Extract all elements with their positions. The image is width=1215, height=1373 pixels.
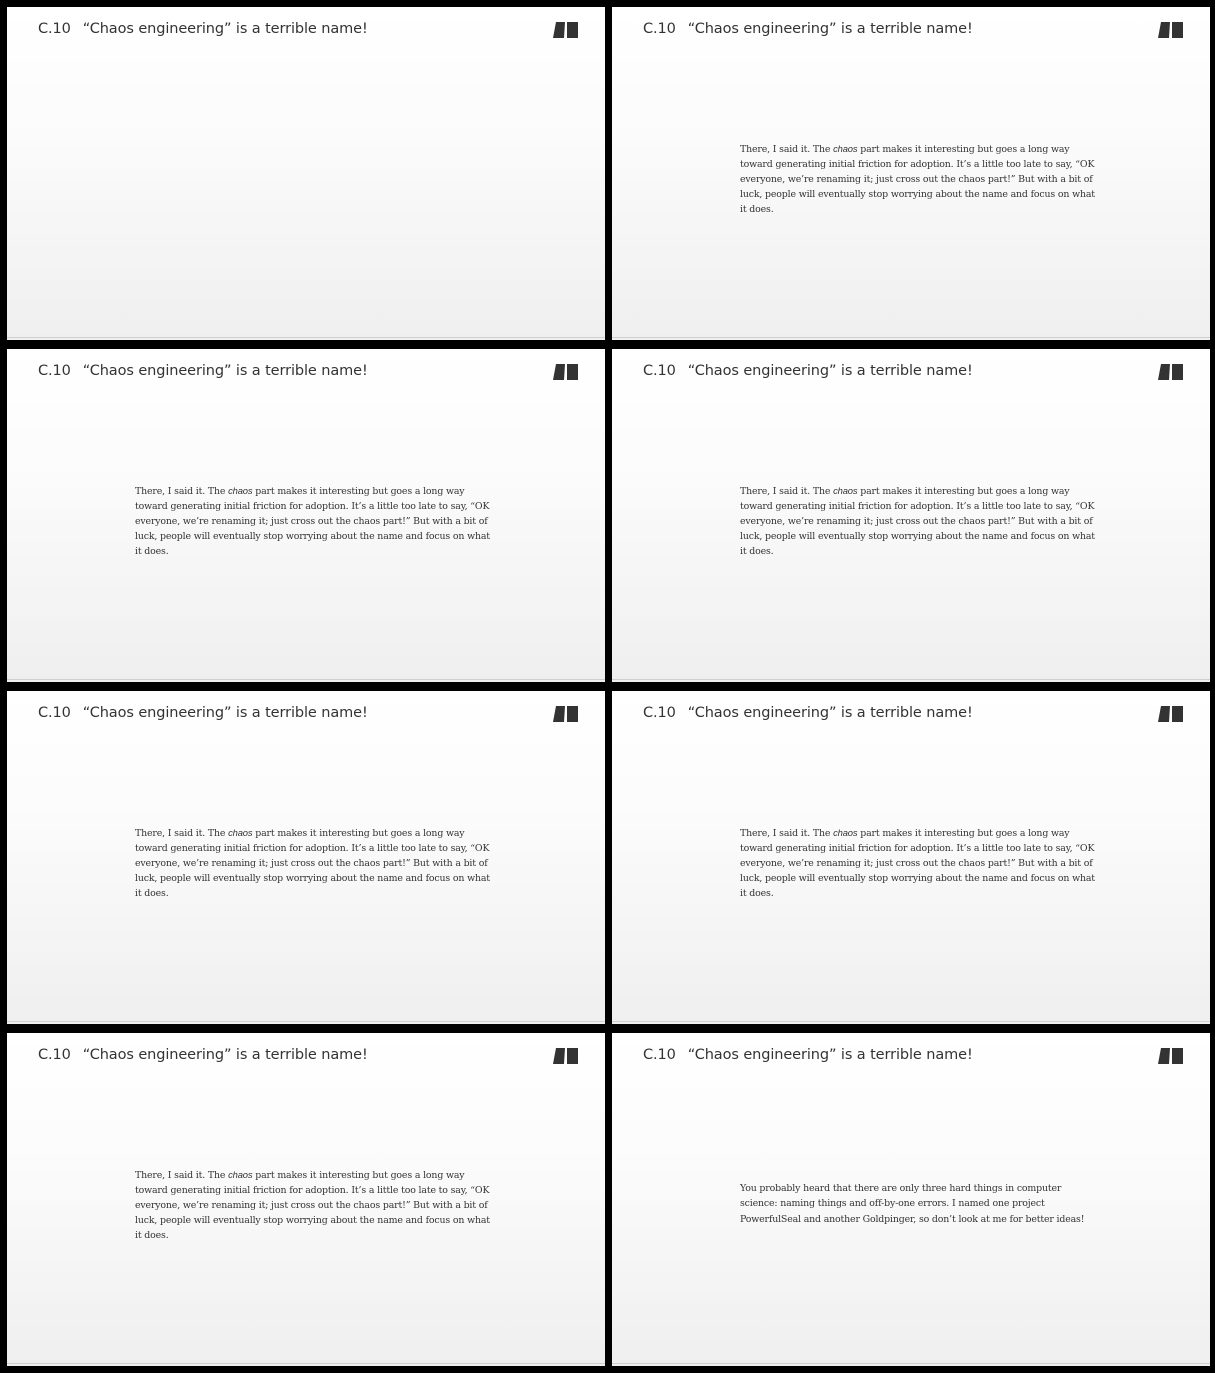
body-emphasis: chaos (228, 1169, 253, 1180)
book-icon[interactable] (1158, 21, 1184, 39)
slide-7[interactable] (7, 1033, 605, 1366)
slide-number: C.10 (643, 1047, 676, 1063)
slide-title: “Chaos engineering” is a terrible name! (687, 1047, 973, 1063)
slide-3[interactable] (7, 349, 605, 682)
book-icon[interactable] (553, 21, 579, 39)
body-prefix: There, I said it. The (135, 486, 229, 497)
slide-number: C.10 (643, 363, 676, 379)
slide-number: C.10 (38, 363, 71, 379)
body-prefix: There, I said it. The (135, 1170, 229, 1181)
body-suffix: part makes it interesting but goes a long way toward generating initial friction for adoption. It’s a little too late to say, “OK everyone, we’re renaming it; just cross out the chaos part!” But with a bit of luck, people will eventually stop worrying about the name and focus on what it does. (740, 486, 1095, 557)
body-emphasis: chaos (228, 827, 253, 838)
book-icon[interactable] (553, 1047, 579, 1065)
book-icon[interactable] (1158, 363, 1184, 381)
book-icon[interactable] (553, 705, 579, 723)
body-prefix: You probably heard that there are only three hard things in computer science: naming things and off-by-one errors. I named one project PowerfulSeal and another Goldpinger, so don’t look at me for better ideas! (740, 1183, 1085, 1225)
body-suffix: part makes it interesting but goes a long way toward generating initial friction for adoption. It’s a little too late to say, “OK everyone, we’re renaming it; just cross out the chaos part!” But with a bit of luck, people will eventually stop worrying about the name and focus on what it does. (740, 144, 1095, 215)
slide-4[interactable] (612, 349, 1210, 682)
slide-title: “Chaos engineering” is a terrible name! (687, 21, 973, 37)
slide-header (643, 1047, 973, 1063)
slide-title: “Chaos engineering” is a terrible name! (687, 363, 973, 379)
body-emphasis: chaos (833, 143, 858, 154)
slide-number: C.10 (643, 705, 676, 721)
body-prefix: There, I said it. The (135, 828, 229, 839)
body-suffix: part makes it interesting but goes a long way toward generating initial friction for adoption. It’s a little too late to say, “OK everyone, we’re renaming it; just cross out the chaos part!” But with a bit of luck, people will eventually stop worrying about the name and focus on what it does. (135, 1170, 490, 1241)
body-prefix: There, I said it. The (740, 828, 834, 839)
slide-title: “Chaos engineering” is a terrible name! (687, 705, 973, 721)
book-icon[interactable] (1158, 705, 1184, 723)
body-suffix: part makes it interesting but goes a long way toward generating initial friction for adoption. It’s a little too late to say, “OK everyone, we’re renaming it; just cross out the chaos part!” But with a bit of luck, people will eventually stop worrying about the name and focus on what it does. (740, 828, 1095, 899)
body-prefix: There, I said it. The (740, 486, 834, 497)
body-suffix: part makes it interesting but goes a long way toward generating initial friction for adoption. It’s a little too late to say, “OK everyone, we’re renaming it; just cross out the chaos part!” But with a bit of luck, people will eventually stop worrying about the name and focus on what it does. (135, 828, 490, 899)
slide-5[interactable] (7, 691, 605, 1024)
slide-body-text (740, 825, 1100, 901)
slide-number: C.10 (38, 705, 71, 721)
slide-body-text (135, 483, 495, 559)
book-icon[interactable] (553, 363, 579, 381)
body-suffix: part makes it interesting but goes a long way toward generating initial friction for adoption. It’s a little too late to say, “OK everyone, we’re renaming it; just cross out the chaos part!” But with a bit of luck, people will eventually stop worrying about the name and focus on what it does. (135, 486, 490, 557)
slide-title: “Chaos engineering” is a terrible name! (82, 705, 368, 721)
slide-header (38, 1047, 368, 1063)
body-emphasis: chaos (833, 827, 858, 838)
slide-number: C.10 (38, 21, 71, 37)
slide-title: “Chaos engineering” is a terrible name! (82, 363, 368, 379)
book-icon[interactable] (1158, 1047, 1184, 1065)
slide-title: “Chaos engineering” is a terrible name! (82, 1047, 368, 1063)
slide-header (38, 705, 368, 721)
slide-header (643, 363, 973, 379)
body-prefix: There, I said it. The (740, 144, 834, 155)
slide-header (38, 363, 368, 379)
slide-body-text (740, 141, 1100, 217)
slide-body-text (740, 1181, 1100, 1227)
slide-8[interactable] (612, 1033, 1210, 1366)
slide-body-text (135, 1167, 495, 1243)
slide-1[interactable] (7, 7, 605, 340)
slide-body-text (740, 483, 1100, 559)
slide-header (38, 21, 368, 37)
body-emphasis: chaos (228, 485, 253, 496)
slide-title: “Chaos engineering” is a terrible name! (82, 21, 368, 37)
body-emphasis: chaos (833, 485, 858, 496)
slide-number: C.10 (643, 21, 676, 37)
slide-2[interactable] (612, 7, 1210, 340)
slide-header (643, 21, 973, 37)
slide-body-text (135, 825, 495, 901)
slide-6[interactable] (612, 691, 1210, 1024)
slide-number: C.10 (38, 1047, 71, 1063)
slide-header (643, 705, 973, 721)
